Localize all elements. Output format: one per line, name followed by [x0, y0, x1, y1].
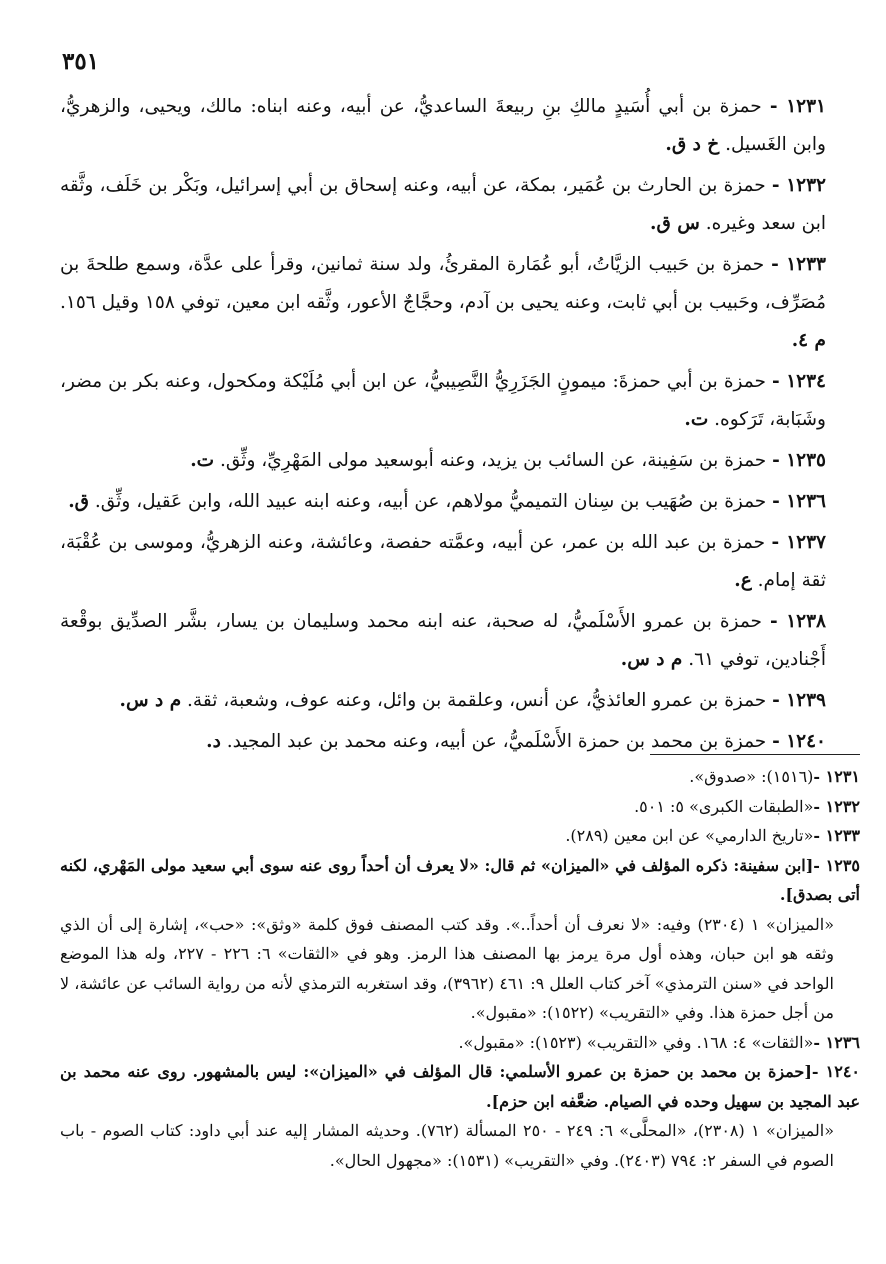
entry	[60, 483, 826, 521]
footnote-number: ١٢٣٢ -	[813, 796, 860, 816]
footnote-text: [ابن سفينة: ذكره المؤلف في «الميزان» ثم قال: «لا يعرف أن أحداً روى عنه سوى أبي سعيد مولى المَهْري، لكنه أتى بصدق].	[60, 855, 860, 904]
main-text	[60, 88, 826, 764]
entry	[60, 442, 826, 480]
entry-number: ١٢٣٢ -	[771, 175, 826, 196]
entry-number: ١٢٣٦ -	[772, 491, 826, 512]
entry-text: حمزة بن عمرو العائذيُّ، عن أنس، وعلقمة بن وائل، وعنه عوف، وشعبة، ثقة.	[187, 690, 767, 711]
entry-symbols: ت.	[190, 450, 215, 471]
entry-number: ١٢٣٣ -	[771, 254, 826, 275]
footnote	[60, 821, 860, 851]
footnote	[60, 851, 860, 910]
footnote-number: ١٢٣٦ -	[813, 1032, 860, 1052]
footnotes	[60, 762, 860, 1175]
page-number: ٣٥١	[62, 48, 100, 75]
entry-number: ١٢٣٩ -	[772, 690, 826, 711]
entry-symbols: م د س.	[620, 649, 683, 670]
entry	[60, 246, 826, 360]
entry-symbols: م د س.	[119, 690, 182, 711]
entry	[60, 603, 826, 679]
footnote	[60, 1028, 860, 1058]
footnote-text: «الثقات» ٤: ١٦٨. وفي «التقريب» (١٥٢٣): «مقبول».	[458, 1032, 814, 1052]
entry-text: حمزة بن عبد الله بن عمر، عن أبيه، وعمَّته حفصة، وعائشة، وعنه الزهريُّ، وموسى بن عُقْبَة، ثقة إمام.	[60, 532, 826, 591]
footnote-text: «الميزان» ١ (٢٣٠٤) وفيه: «لا نعرف أن أحداً..». وقد كتب المصنف فوق كلمة «وثق»: «حب»، إشارة إلى أن الذي وثقه هو ابن حبان، وهذه أول مرة يرمز بها المصنف هذا الرمز. وهو في «الثقات» ٦: ٢٢٦ - ٢٢٧، وله هذا الموضع الواحد في «سنن الترمذي» آخر كتاب العلل ٩: ٤٦١ (٣٩٦٢)، وقد استغربه الترمذي لأنه من رواية السائب عن عائشة، لا من أجل حمزة هذا. وفي «التقريب» (١٥٢٢): «مقبول».	[60, 914, 834, 1022]
entry-number: ١٢٣١ -	[769, 96, 826, 117]
footnote-number: ١٢٤٠ -	[811, 1062, 861, 1081]
entry-text: حمزة بن حَبيب الزيَّاتُ، أبو عُمَارة المقرئُ، ولد سنة ثمانين، وقرأ على عدَّة، وسمع طلحةَ بن مُصَرِّف، وحَبيب بن أبي ثابت، وعنه يحيى بن آدم، وحجَّاجٌ الأعور، وثَّقه ابن معين، توفي ١٥٨ وقيل ١٥٦.	[60, 254, 826, 313]
entry-text: حمزة بن عمرو الأَسْلَميُّ، له صحبة، عنه ابنه محمد وسليمان بن يسار، بشَّر الصدِّيق بوقْعة أَجْنادين، توفي ٦١.	[60, 611, 826, 670]
footnote-continuation	[60, 910, 860, 1028]
footnote	[60, 792, 860, 822]
footnote-text: (١٥١٦): «صدوق».	[689, 767, 814, 786]
entry-number: ١٢٣٤ -	[771, 371, 826, 392]
entry-text: حمزة بن سَفِينة، عن السائب بن يزيد، وعنه أبوسعيد مولى المَهْرِيِّ، وثِّق.	[219, 450, 767, 471]
footnote-text: [حمزة بن محمد بن حمزة بن عمرو الأسلمي: قال المؤلف في «الميزان»: ليس بالمشهور. روى عنه محمد بن عبد المجيد بن سهيل وحده في الصيام. ضعَّفه ابن حزم].	[60, 1062, 860, 1111]
footnote-continuation	[60, 1116, 860, 1175]
entry-number: ١٢٣٨ -	[769, 611, 826, 632]
entry-symbols: ع.	[734, 570, 752, 591]
entry	[60, 88, 826, 164]
footnote-divider	[650, 754, 860, 755]
entry	[60, 167, 826, 243]
footnote-number: ١٢٣٥ -	[813, 855, 860, 875]
entry	[60, 524, 826, 600]
entry-number: ١٢٤٠ -	[772, 731, 826, 752]
entry-text: حمزة بن صُهَيب بن سِنان التميميُّ مولاهم، عن أبيه، وعنه ابنه عبيد الله، وابن عَقيل، وثِّق.	[94, 491, 767, 512]
entry-symbols: د.	[206, 731, 221, 752]
footnote	[60, 1057, 860, 1116]
entry	[60, 682, 826, 720]
footnote-text: «الطبقات الكبرى» ٥: ٥٠١.	[634, 796, 814, 816]
footnote-number: ١٢٣٣ -	[813, 826, 860, 845]
entry-symbols: خ د ق.	[665, 134, 720, 155]
entry-symbols: ق.	[68, 491, 90, 512]
entry	[60, 723, 826, 761]
footnote-text: «تاريخ الدارمي» عن ابن معين (٢٨٩).	[565, 826, 814, 845]
entry-symbols: م ٤.	[791, 330, 826, 351]
footnote	[60, 762, 860, 792]
entry-text: حمزة بن الحارث بن عُمَير، بمكة، عن أبيه، وعنه إسحاق بن أبي إسرائيل، وبَكْر بن خَلَف، وثَّقه ابن سعد وغيره.	[60, 175, 826, 234]
entry-number: ١٢٣٥ -	[772, 450, 826, 471]
entry-number: ١٢٣٧ -	[771, 532, 826, 553]
footnote-number: ١٢٣١ -	[813, 767, 860, 786]
footnote-text: «الميزان» ١ (٢٣٠٨)، «المحلَّى» ٦: ٢٤٩ - ٢٥٠ المسألة (٧٦٢). وحديثه المشار إليه عند أبي داود: كتاب الصوم - باب الصوم في السفر ٢: ٧٩٤ (٢٤٠٣). وفي «التقريب» (١٥٣١): «مجهول الحال».	[60, 1121, 835, 1170]
entry-text: حمزة بن أبي حمزةَ: ميمونٍ الجَزَرِيُّ النَّصِيبيُّ، عن ابن أبي مُلَيْكة ومكحول، وعنه بكر بن مضر، وشَبَابة، تَرَكوه.	[60, 371, 826, 430]
entry	[60, 363, 826, 439]
entry-symbols: س ق.	[650, 213, 700, 234]
entry-symbols: ت.	[684, 409, 709, 430]
entry-text: حمزة بن أبي أُسَيدٍ مالكِ بنِ ربيعةَ الساعديُّ، عن أبيه، وعنه ابناه: مالك، ويحيى، والزهريُّ، وابن الغَسيل.	[60, 96, 826, 155]
entry-text: حمزة بن محمد بن حمزة الأَسْلَميُّ، عن أبيه، وعنه محمد بن عبد المجيد.	[226, 731, 767, 752]
